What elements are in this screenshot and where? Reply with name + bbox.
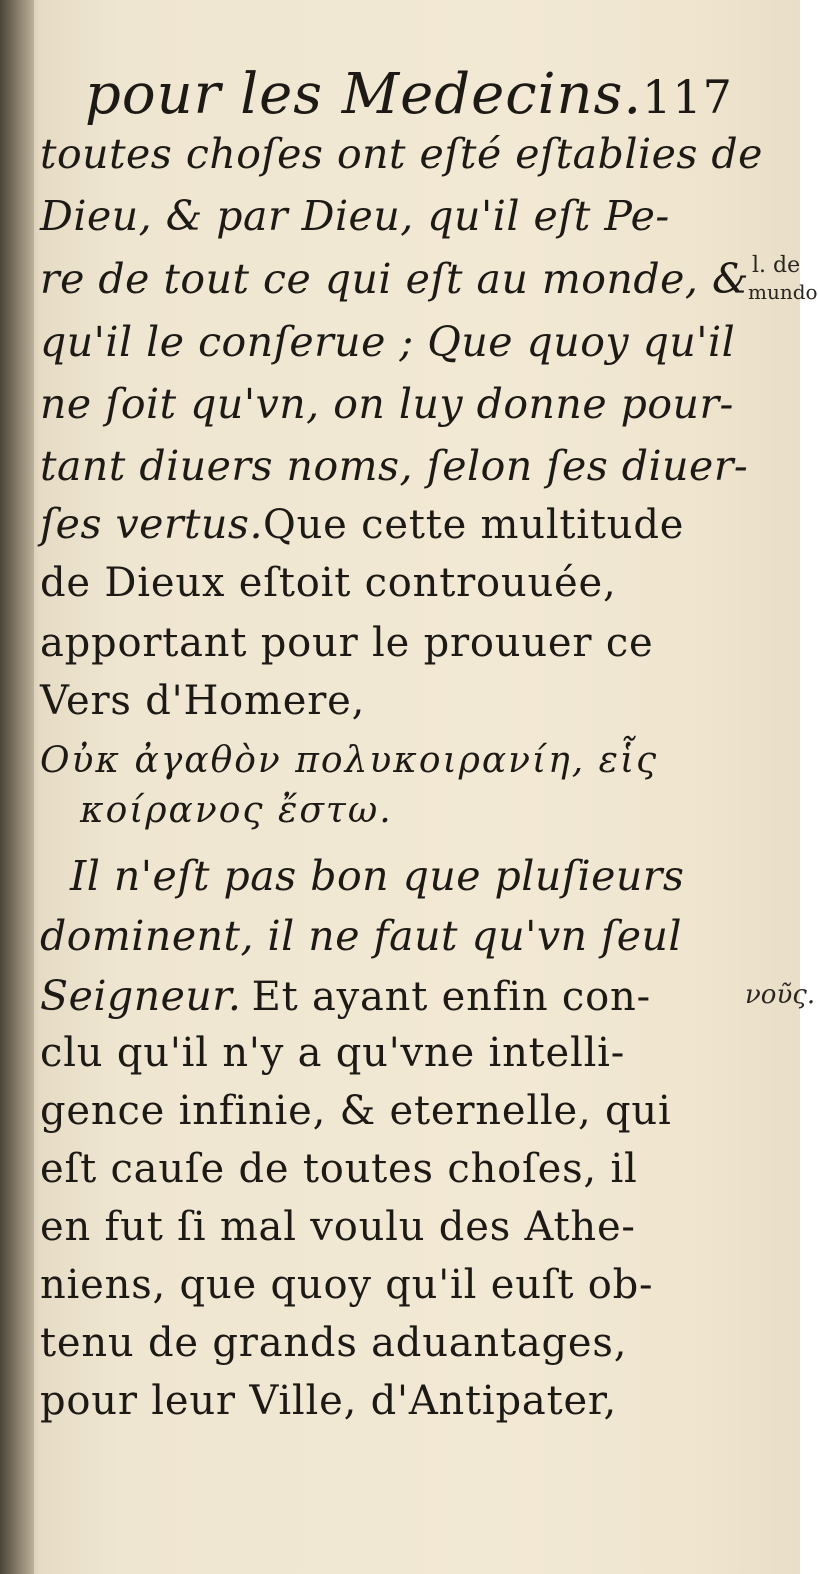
greek-verse-line: κοίρανος ἔστω. [80,790,393,831]
text-line-mixed [40,972,651,1020]
text-line-mixed [40,500,684,548]
text-line: de Dieux eſtoit controuuée, [40,560,617,606]
running-title: pour les Medecins. [85,62,643,127]
text-line: Il n'eſt pas bon que pluſieurs [70,852,685,900]
text-line: en fut ſi mal voulu des Athe- [40,1204,636,1250]
text-line: Vers d'Homere, [40,678,366,724]
running-header [85,62,733,127]
page-number: 117 [642,70,733,124]
text-line: tant diuers noms, ſelon ſes diuer- [40,442,749,490]
text-line: niens, que quoy qu'il euſt ob- [40,1262,654,1308]
text-line: pour leur Ville, d'Antipater, [40,1378,617,1424]
text-line: qu'il le conſerue ; Que quoy qu'il [40,318,736,366]
margin-note: mundo [748,280,818,304]
text-line: toutes choſes ont eſté eſtablies de [40,130,763,178]
text-line: gence infinie, & eternelle, qui [40,1088,672,1134]
margin-note-greek: νοῦς. [745,980,816,1010]
text-line: tenu de grands aduantages, [40,1320,628,1366]
text-line: apportant pour le prouuer ce [40,620,654,666]
binding-gutter [0,0,34,1574]
text-line: Dieu, & par Dieu, qu'il eſt Pe- [40,192,670,240]
text-line: dominent, il ne faut qu'vn ſeul [40,912,683,960]
text-segment-roman: Et ayant enfin con- [251,974,651,1020]
text-line: eſt cauſe de toutes choſes, il [40,1146,638,1192]
text-segment-roman: Que cette multitude [263,502,685,548]
text-segment-italic: ſes vertus. [40,500,263,548]
margin-note: l. de [752,253,801,278]
text-segment-italic: Seigneur. [40,972,242,1020]
text-line: clu qu'il n'y a qu'vne intelli- [40,1030,626,1076]
greek-verse-line: Οὐκ ἀγαθὸν πολυκοιρανίη, εἷς [40,740,659,781]
text-line: ne ſoit qu'vn, on luy donne pour- [40,380,734,428]
text-line: re de tout ce qui eſt au monde, & [40,255,749,303]
